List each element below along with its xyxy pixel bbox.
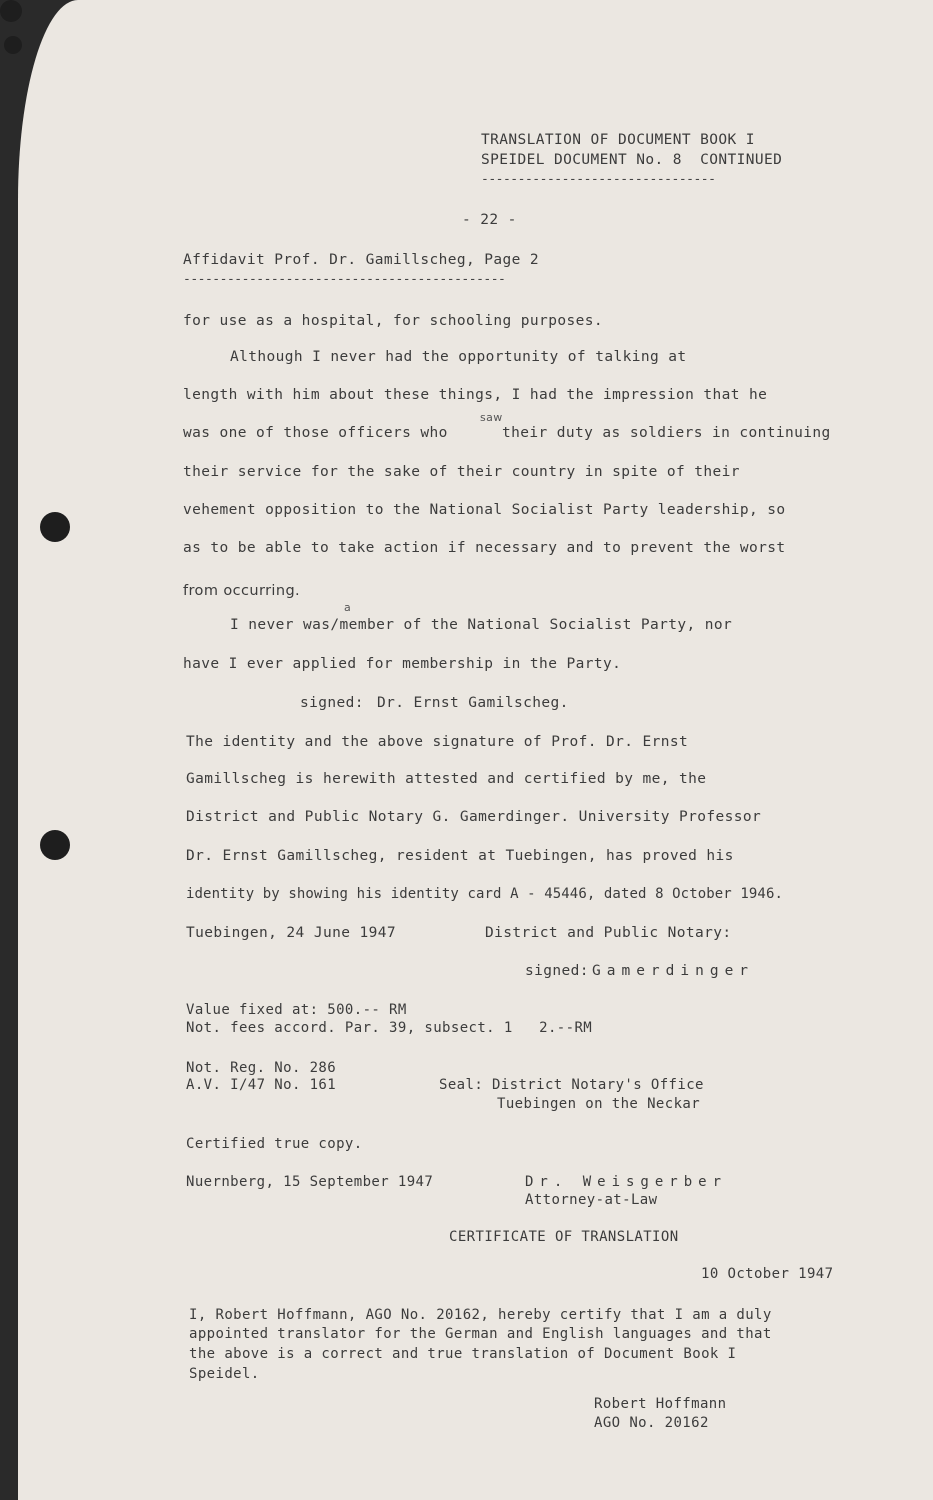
body-line: their service for the sake of their country in spite of their <box>183 464 740 480</box>
notary-signed-label: signed: <box>525 963 589 979</box>
attestation-place-date: Tuebingen, 24 June 1947 <box>186 925 396 941</box>
registry-line: A.V. I/47 No. 161 <box>186 1077 337 1093</box>
body-line: Although I never had the opportunity of talking at <box>230 349 687 365</box>
punch-hole-upper <box>40 512 70 542</box>
seal-line: Seal: District Notary's Office <box>439 1077 704 1093</box>
certificate-line: the above is a correct and true translation of Document Book I <box>189 1346 737 1362</box>
page-number: - 22 - <box>462 212 517 228</box>
body-line: was one of those officers who <box>183 425 448 441</box>
attestation-line: District and Public Notary G. Gamerdinger. University Professor <box>186 809 762 825</box>
body-line: as to be able to take action if necessary and to prevent the worst <box>183 540 786 556</box>
attestation-line: Dr. Ernst Gamillscheg, resident at Tuebingen, has proved his <box>186 848 734 864</box>
translator-ago-number: AGO No. 20162 <box>594 1415 709 1431</box>
copy-signer-title: Attorney-at-Law <box>525 1192 658 1208</box>
body-line: vehement opposition to the National Socialist Party leadership, so <box>183 502 786 518</box>
signature-name: Dr. Ernst Gamilscheg. <box>377 695 569 711</box>
header-rule: -------------------------------- <box>481 172 716 187</box>
header-title: TRANSLATION OF DOCUMENT BOOK I <box>481 132 755 148</box>
certificate-date: 10 October 1947 <box>701 1266 834 1282</box>
certified-copy-label: Certified true copy. <box>186 1136 363 1152</box>
notary-title: District and Public Notary: <box>485 925 732 941</box>
body-line: their duty as soldiers in continuing <box>502 425 831 441</box>
binder-hole-top-1 <box>0 0 22 22</box>
certificate-line: Speidel. <box>189 1366 260 1382</box>
certificate-heading: CERTIFICATE OF TRANSLATION <box>449 1229 679 1245</box>
translator-name: Robert Hoffmann <box>594 1396 727 1412</box>
certificate-line: I, Robert Hoffmann, AGO No. 20162, hereby certify that I am a duly <box>189 1307 772 1323</box>
punch-hole-lower <box>40 830 70 860</box>
body-line-handwritten: from occurring. <box>183 583 301 599</box>
header-document-ref: SPEIDEL DOCUMENT No. 8 CONTINUED <box>481 152 783 168</box>
handwritten-insertion: a <box>344 601 352 614</box>
binder-hole-top-2 <box>4 36 22 54</box>
body-line: I never was/member of the National Socialist Party, nor <box>230 617 733 633</box>
body-line: length with him about these things, I had the impression that he <box>183 387 768 403</box>
copy-place-date: Nuernberg, 15 September 1947 <box>186 1174 434 1190</box>
notary-signed-name: Gamerdinger <box>592 963 755 979</box>
copy-signer-name: Dr. Weisgerber <box>525 1174 728 1190</box>
certificate-line: appointed translator for the German and English languages and that <box>189 1326 772 1342</box>
attestation-line: Gamillscheg is herewith attested and certified by me, the <box>186 771 707 787</box>
affidavit-title: Affidavit Prof. Dr. Gamillscheg, Page 2 <box>183 252 540 268</box>
affidavit-title-rule: -------------------------------------------- <box>183 272 506 287</box>
registry-line: Not. Reg. No. 286 <box>186 1060 337 1076</box>
seal-line: Tuebingen on the Neckar <box>497 1096 701 1112</box>
attestation-line: identity by showing his identity card A - 45446, dated 8 October 1946. <box>186 886 784 902</box>
fee-line: Not. fees accord. Par. 39, subsect. 1 2.--RM <box>186 1020 593 1036</box>
body-line: for use as a hospital, for schooling purposes. <box>183 313 603 329</box>
body-line: have I ever applied for membership in the Party. <box>183 656 622 672</box>
handwritten-insertion: saw <box>480 411 503 424</box>
signature-label: signed: <box>300 695 364 711</box>
fee-line: Value fixed at: 500.-- RM <box>186 1002 407 1018</box>
attestation-line: The identity and the above signature of Prof. Dr. Ernst <box>186 734 689 750</box>
